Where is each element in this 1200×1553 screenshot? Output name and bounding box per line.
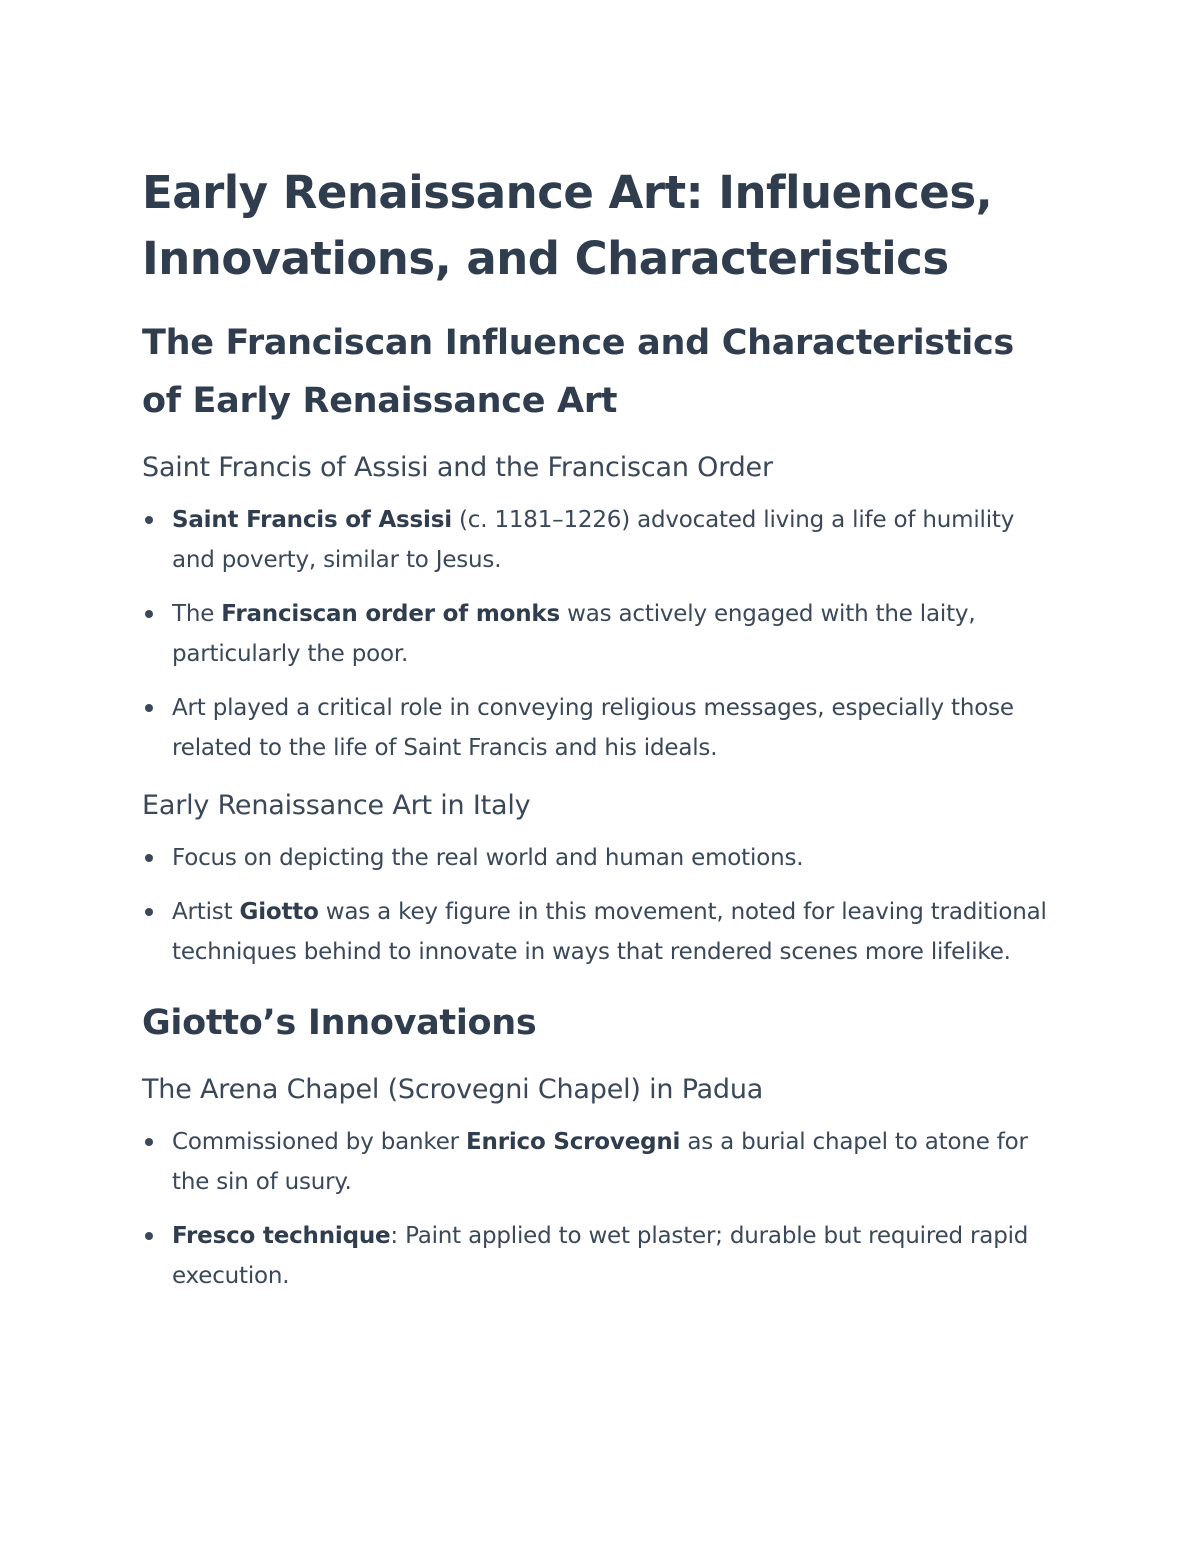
bold-term: Fresco technique [172,1223,391,1249]
list-item: Fresco technique: Paint applied to wet plaster; durable but required rapid execution. [142,1216,1062,1296]
bullet-list-saint-francis [142,500,1062,768]
document-title: Early Renaissance Art: Influences, Innovations, and Characteristics [142,166,993,285]
list-item: Saint Francis of Assisi (c. 1181–1226) advocated living a life of humility and poverty, similar to Jesus. [142,500,1062,580]
subsection-heading-early-renaissance-italy: Early Renaissance Art in Italy [142,790,531,821]
subsection-heading-saint-francis: Saint Francis of Assisi and the Franciscan Order [142,452,773,483]
bold-term: Franciscan order of monks [221,601,561,627]
bullet-icon [145,1232,153,1240]
bullet-icon [145,1138,153,1146]
bold-term: Giotto [239,899,319,925]
bullet-list-early-renaissance-italy [142,838,1062,972]
bullet-icon [145,516,153,524]
list-item: Art played a critical role in conveying religious messages, especially those related to the life of Saint Francis and his ideals. [142,688,1062,768]
section-heading-franciscan: The Franciscan Influence and Characteristics of Early Renaissance Art [142,323,1014,421]
bold-term: Enrico Scrovegni [466,1129,681,1155]
bullet-icon [145,704,153,712]
bullet-icon [145,610,153,618]
bullet-icon [145,854,153,862]
document-page [142,160,1062,1310]
section-heading-giotto-innovations: Giotto’s Innovations [142,1003,537,1043]
list-item: Commissioned by banker Enrico Scrovegni as a burial chapel to atone for the sin of usury. [142,1122,1062,1202]
list-item: Artist Giotto was a key figure in this movement, noted for leaving traditional techniques behind to innovate in ways that rendered scenes more lifelike. [142,892,1062,972]
list-item: The Franciscan order of monks was actively engaged with the laity, particularly the poor. [142,594,1062,674]
list-item: Focus on depicting the real world and human emotions. [142,838,1062,878]
bullet-icon [145,908,153,916]
bold-term: Saint Francis of Assisi [172,507,452,533]
bullet-list-arena-chapel [142,1122,1062,1296]
subsection-heading-arena-chapel: The Arena Chapel (Scrovegni Chapel) in Padua [142,1074,764,1105]
